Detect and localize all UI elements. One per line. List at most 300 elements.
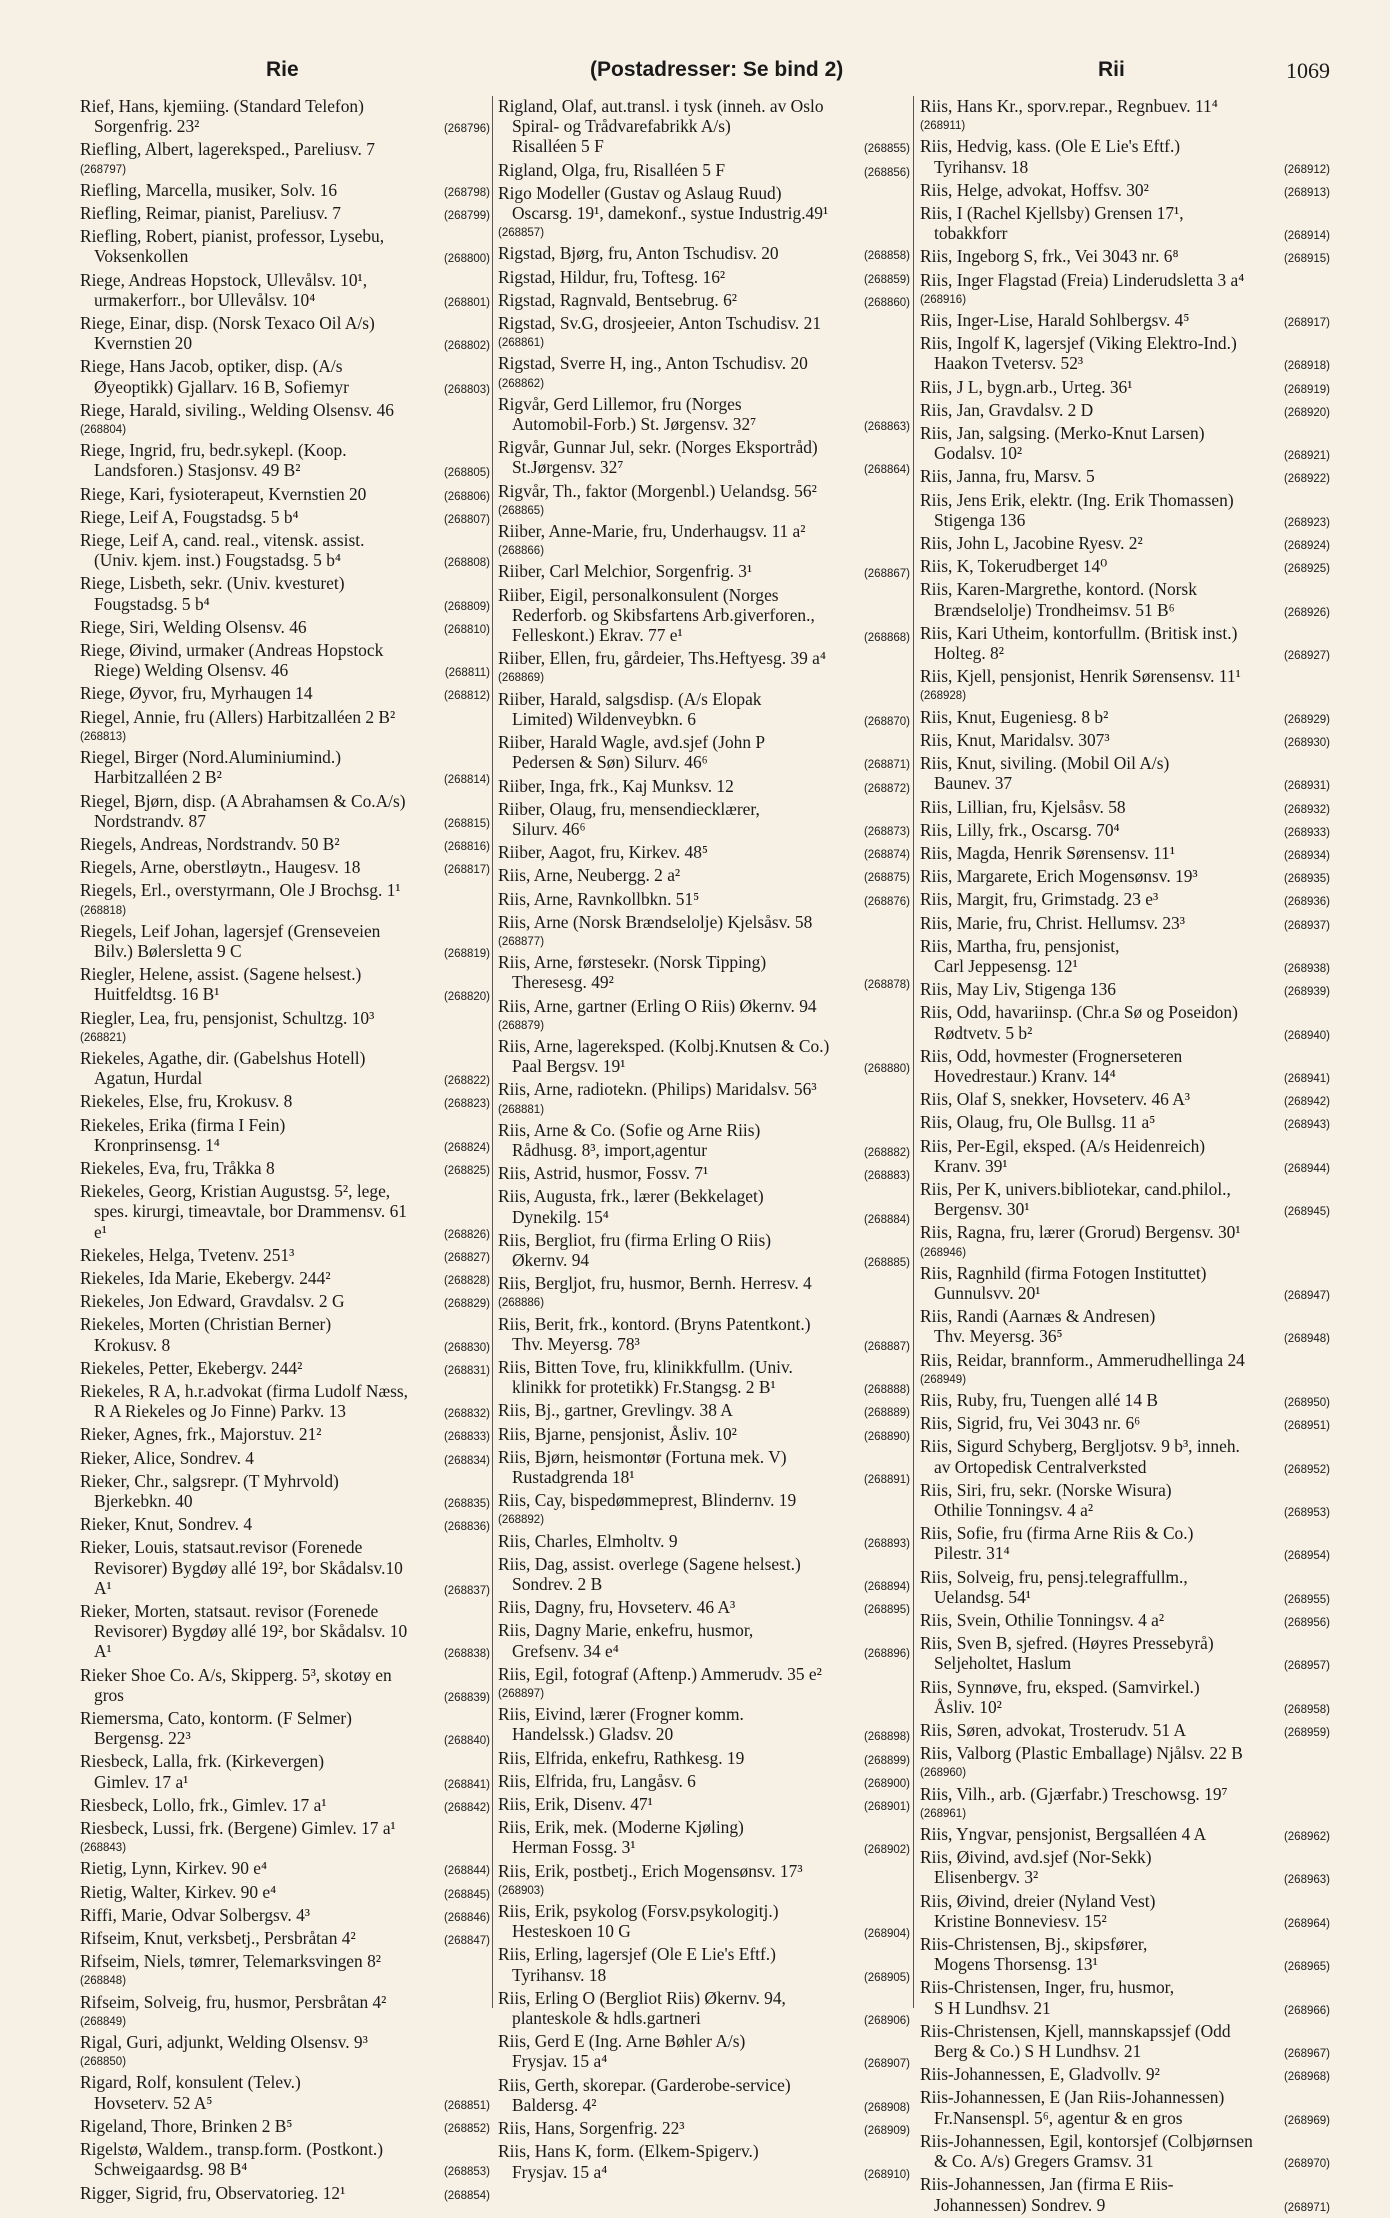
phone-number: (268861) xyxy=(498,337,545,350)
phone-number: (268857) xyxy=(498,227,545,240)
entry-line xyxy=(498,2095,910,2118)
entry-line xyxy=(498,1400,910,1423)
entry-line: Riis, Erik, postbetj., Erich Mogensønsv. 17³ xyxy=(498,1860,803,1881)
entry-line: Riegel, Annie, fru (Allers) Harbitzalléen 2 B² xyxy=(80,706,396,727)
entry-text: Gimlev. 17 a¹ xyxy=(94,1771,189,1792)
directory-entry xyxy=(80,880,490,920)
entry-line: Riis, Per-Egil, eksped. (A/s Heidenreich) xyxy=(920,1135,1206,1156)
phone-number: (268864) xyxy=(863,464,910,477)
directory-entry xyxy=(920,843,1330,866)
phone-number: (268927) xyxy=(1283,650,1330,663)
entry-text: Riekeles, Eva, fru, Tråkka 8 xyxy=(80,1157,275,1178)
entry-line: Riis-Christensen, Kjell, mannskapssjef (Odd xyxy=(920,2020,1231,2041)
entry-text: Rieker, Alice, Sondrev. 4 xyxy=(80,1447,254,1468)
directory-entry xyxy=(920,2064,1330,2087)
phone-number: (268862) xyxy=(498,377,545,390)
directory-entry xyxy=(498,952,910,995)
entry-text: Frysjav. 15 a⁴ xyxy=(512,2161,608,2182)
directory-entry xyxy=(80,1314,490,1357)
phone-number: (268891) xyxy=(863,1474,910,1486)
directory-entry xyxy=(920,1567,1330,1610)
directory-entry xyxy=(80,1665,490,1708)
entry-line xyxy=(80,594,490,617)
entry-line xyxy=(920,1720,1330,1743)
directory-entry xyxy=(80,1048,490,1091)
directory-entry xyxy=(80,707,490,747)
directory-entry xyxy=(80,1882,490,1905)
phone-number: (268887) xyxy=(863,1340,910,1353)
phone-number: (268892) xyxy=(498,1514,545,1527)
entry-line: Riis, Erling O (Bergliot Riis) Økernv. 94, xyxy=(498,1987,786,2008)
entry-line: Riis, Solveig, fru, pensj.telegraffullm., xyxy=(920,1566,1188,1587)
entry-text: Riis, Elfrida, fru, Langåsv. 6 xyxy=(498,1770,696,1791)
directory-entry xyxy=(498,1664,910,1704)
phone-number: (268920) xyxy=(1283,406,1330,419)
entry-line xyxy=(80,1448,490,1471)
directory-entry xyxy=(920,1677,1330,1720)
entry-line: Riesbeck, Lussi, frk. (Bergene) Gimlev. 17 a¹ xyxy=(80,1818,396,1839)
directory-entry xyxy=(920,1306,1330,1349)
directory-entry xyxy=(80,1708,490,1751)
entry-text: Landsforen.) Stasjonsv. 49 B² xyxy=(94,460,301,481)
entry-line xyxy=(498,136,910,159)
entry-line xyxy=(498,561,910,584)
entry-text: Brændselolje) Trondheimsv. 51 B⁶ xyxy=(934,599,1175,620)
directory-entry xyxy=(80,1537,490,1601)
entry-text: Risalléen 5 F xyxy=(512,136,604,157)
entry-line: Riis, Ragna, fru, lærer (Grorud) Bergensv. 30¹ xyxy=(920,1222,1241,1243)
entry-text: Baldersg. 4² xyxy=(512,2094,597,2115)
entry-line: Riis, Synnøve, fru, eksped. (Samvirkel.) xyxy=(920,1676,1200,1697)
directory-entry xyxy=(920,2131,1330,2174)
phone-number: (268907) xyxy=(863,2058,910,2071)
phone-number: (268947) xyxy=(1283,1289,1330,1302)
entry-line xyxy=(80,941,490,964)
directory-entry xyxy=(498,1357,910,1400)
entry-line: Riege, Hans Jacob, optiker, disp. (A/s xyxy=(80,356,343,377)
directory-entry xyxy=(80,617,490,640)
entry-text: Riis, Arne, Neubergg. 2 a² xyxy=(498,865,681,886)
entry-text: Gunnulsvv. 20¹ xyxy=(934,1282,1041,1303)
entry-text: Huitfeldtsg. 16 B¹ xyxy=(94,984,220,1005)
phone-number: (268841) xyxy=(443,1778,490,1791)
entry-line: spes. kirurgi, timeavtale, bor Drammensv. 61 xyxy=(94,1201,407,1222)
directory-entry xyxy=(920,889,1330,912)
entry-text: Riis, J L, bygn.arb., Urteg. 36¹ xyxy=(920,376,1133,397)
phone-number: (268840) xyxy=(443,1735,490,1748)
entry-text: Mogens Thorsensg. 13¹ xyxy=(934,1954,1098,1975)
phone-number: (268869) xyxy=(498,672,545,685)
entry-line xyxy=(920,1199,1330,1222)
entry-line: Riis, Per K, univers.bibliotekar, cand.philol., xyxy=(920,1178,1231,1199)
entry-line xyxy=(920,797,1330,820)
entry-line xyxy=(80,507,490,530)
entry-text: Uelandsg. 54¹ xyxy=(934,1586,1031,1607)
entry-line: Riiber, Harald, salgsdisp. (A/s Elopak xyxy=(498,688,762,709)
entry-line xyxy=(498,1597,910,1620)
phone-number: (268874) xyxy=(863,849,910,862)
phone-number: (268925) xyxy=(1283,563,1330,576)
directory-entry xyxy=(920,1222,1330,1262)
entry-text: Riis, Margarete, Erich Mogensønsv. 19³ xyxy=(920,866,1198,887)
entry-line: Riis, Erik, psykolog (Forsv.psykologitj.) xyxy=(498,1901,779,1922)
entry-line xyxy=(498,160,910,183)
entry-line: Rigvår, Gerd Lillemor, fru (Norges xyxy=(498,393,742,414)
entry-text: R A Riekeles og Jo Finne) Parkv. 13 xyxy=(94,1401,346,1422)
phone-number: (268938) xyxy=(1283,962,1330,975)
entry-text: (Univ. kjem. inst.) Fougstadsg. 5 b⁴ xyxy=(94,550,341,571)
directory-entry xyxy=(80,747,490,790)
directory-entry xyxy=(498,1163,910,1186)
entry-text: Riis, Dagny, fru, Hovseterv. 46 A³ xyxy=(498,1597,736,1618)
directory-entry xyxy=(920,2021,1330,2064)
entry-line xyxy=(920,466,1330,489)
entry-text: Pedersen & Søn) Silurv. 46⁶ xyxy=(512,752,708,773)
directory-entry xyxy=(920,246,1330,269)
directory-entry xyxy=(498,243,910,266)
entry-line: Rigelstø, Waldem., transp.form. (Postkont.) xyxy=(80,2139,384,2160)
entry-text: Stigenga 136 xyxy=(934,509,1026,530)
phone-number: (268937) xyxy=(1283,919,1330,932)
entry-line: Riefling, Albert, lagereksped., Pareliusv. 7 xyxy=(80,139,375,160)
entry-line xyxy=(498,1163,910,1186)
phone-number: (268964) xyxy=(1283,1917,1330,1930)
entry-text: Rieker, Agnes, frk., Majorstuv. 21² xyxy=(80,1424,322,1445)
directory-entry xyxy=(498,481,910,521)
entry-line xyxy=(80,333,490,356)
directory-entry xyxy=(498,160,910,183)
directory-entry xyxy=(920,490,1330,533)
phone-number: (268797) xyxy=(80,163,127,176)
directory-entry xyxy=(920,1720,1330,1743)
directory-entry xyxy=(920,1610,1330,1633)
entry-text: Riis, Bj., gartner, Grevlingv. 38 A xyxy=(498,1400,733,1421)
entry-text: Harbitzalléen 2 B² xyxy=(94,767,222,788)
entry-text: Riis, Lilly, frk., Oscarsg. 70⁴ xyxy=(920,819,1120,840)
entry-text: Riis, Olaug, fru, Ole Bullsg. 11 a⁵ xyxy=(920,1112,1156,1133)
entry-text: Riis, Helge, advokat, Hoffsv. 30² xyxy=(920,179,1149,200)
phone-number: (268818) xyxy=(80,904,127,917)
directory-entry xyxy=(80,1091,490,1114)
directory-entry xyxy=(80,1951,490,1991)
entry-text: Riis, Yngvar, pensjonist, Bergsalléen 4 A xyxy=(920,1824,1207,1845)
directory-entry xyxy=(498,1079,910,1119)
entry-line xyxy=(80,660,490,683)
phone-number: (268902) xyxy=(863,1844,910,1857)
phone-number: (268844) xyxy=(443,1865,490,1878)
entry-text: Rietig, Lynn, Kirkev. 90 e⁴ xyxy=(80,1858,268,1879)
entry-text: Riiber, Aagot, fru, Kirkev. 48⁵ xyxy=(498,842,708,863)
directory-entry xyxy=(498,1817,910,1860)
entry-line xyxy=(920,2108,1330,2131)
entry-line xyxy=(920,1824,1330,1847)
phone-number: (268893) xyxy=(863,1537,910,1550)
directory-entry xyxy=(80,2183,490,2206)
phone-number: (268807) xyxy=(443,513,490,526)
directory-entry xyxy=(920,466,1330,489)
phone-number: (268966) xyxy=(1283,2004,1330,2017)
entry-line: Riis-Johannessen, Jan (firma E Riis- xyxy=(920,2174,1174,2195)
entry-text: Riis, Ruby, fru, Tuengen allé 14 B xyxy=(920,1389,1158,1410)
entry-line: Riis, Odd, hovmester (Frognerseteren xyxy=(920,1045,1183,1066)
entry-line xyxy=(498,1771,910,1794)
directory-entry xyxy=(920,1350,1330,1390)
directory-entry xyxy=(80,1818,490,1858)
entry-text: Bilv.) Bølersletta 9 C xyxy=(94,940,242,961)
phone-number: (268855) xyxy=(863,143,910,156)
directory-entry xyxy=(498,183,910,244)
directory-entry xyxy=(80,484,490,507)
entry-line xyxy=(80,1335,490,1358)
entry-line xyxy=(80,1401,490,1424)
phone-number: (268852) xyxy=(443,2122,490,2135)
directory-entry xyxy=(498,585,910,649)
entry-line xyxy=(920,1653,1330,1676)
entry-text: urmakerforr., bor Ullevålsv. 10⁴ xyxy=(94,289,316,310)
phone-number: (268923) xyxy=(1283,516,1330,529)
phone-number: (268952) xyxy=(1283,1463,1330,1476)
directory-column-1 xyxy=(80,96,490,2203)
phone-number: (268906) xyxy=(863,2015,910,2028)
entry-line xyxy=(920,1023,1330,1046)
directory-entry xyxy=(80,1514,490,1537)
directory-entry xyxy=(80,1928,490,1951)
phone-number: (268960) xyxy=(920,1767,967,1780)
entry-line: Riekeles, Agathe, dir. (Gabelshus Hotell) xyxy=(80,1047,366,1068)
entry-text: Riis, Jan, Gravdalsv. 2 D xyxy=(920,399,1094,420)
entry-line xyxy=(498,1794,910,1817)
phone-number: (268908) xyxy=(863,2101,910,2114)
directory-entry xyxy=(920,270,1330,310)
entry-line xyxy=(920,223,1330,246)
directory-entry xyxy=(498,889,910,912)
phone-number: (268837) xyxy=(443,1584,490,1597)
phone-number: (268860) xyxy=(863,296,910,309)
entry-line xyxy=(920,600,1330,623)
phone-number: (268873) xyxy=(863,825,910,838)
entry-line: Riege, Andreas Hopstock, Ullevålsv. 10¹, xyxy=(80,269,368,290)
directory-entry xyxy=(920,797,1330,820)
phone-number: (268802) xyxy=(443,340,490,353)
directory-entry xyxy=(80,96,490,139)
entry-line: Riiber, Ellen, fru, gårdeier, Ths.Heftyesg. 39 a⁴ xyxy=(498,648,826,669)
entry-text: Riis, Hans, Sorgenfrig. 22³ xyxy=(498,2118,685,2139)
entry-line: Riis, Martha, fru, pensjonist, xyxy=(920,935,1120,956)
entry-line: Riis-Christensen, Inger, fru, husmor, xyxy=(920,1977,1175,1998)
entry-line: Riis, Øivind, dreier (Nyland Vest) xyxy=(920,1890,1156,1911)
entry-line xyxy=(80,377,490,400)
entry-line xyxy=(498,1724,910,1747)
directory-entry xyxy=(80,1905,490,1928)
entry-line xyxy=(80,2159,490,2182)
entry-text: Riege, Leif A, Fougstadsg. 5 b⁴ xyxy=(80,506,299,527)
directory-entry xyxy=(80,2139,490,2182)
entry-line xyxy=(80,1091,490,1114)
entry-text: Rødtvetv. 5 b² xyxy=(934,1022,1033,1043)
phone-number: (268916) xyxy=(920,293,967,306)
entry-line: Revisorer) Bygdøy allé 19², bor Skådalsv.10 xyxy=(94,1557,403,1578)
entry-line xyxy=(920,1457,1330,1480)
entry-line xyxy=(920,913,1330,936)
entry-line xyxy=(80,811,490,834)
entry-line: Riis, Arne & Co. (Sofie og Arne Riis) xyxy=(498,1119,761,1140)
entry-line: Riis, Hedvig, kass. (Ole E Lie's Eftf.) xyxy=(920,136,1181,157)
entry-text: Rigland, Olga, fru, Risalléen 5 F xyxy=(498,159,726,180)
entry-text: Riis, Lillian, fru, Kjelsåsv. 58 xyxy=(920,796,1126,817)
entry-line xyxy=(80,1858,490,1881)
phone-number: (268944) xyxy=(1283,1162,1330,1175)
entry-line: Riis, Erling, lagersjef (Ole E Lie's Eftf.) xyxy=(498,1944,776,1965)
phone-number: (268917) xyxy=(1283,317,1330,330)
phone-number: (268969) xyxy=(1283,2114,1330,2127)
phone-number: (268968) xyxy=(1283,2071,1330,2084)
entry-text: Theresesg. 49² xyxy=(512,972,614,993)
entry-line: Rigvår, Gunnar Jul, sekr. (Norges Eksportråd) xyxy=(498,437,818,458)
entry-line xyxy=(80,1424,490,1447)
entry-line: Riis, Egil, fotograf (Aftenp.) Ammerudv. 35 e² xyxy=(498,1663,822,1684)
phone-number: (268940) xyxy=(1283,1029,1330,1042)
directory-entry xyxy=(920,310,1330,333)
directory-entry xyxy=(920,2174,1330,2217)
entry-text: Sorgenfrig. 23² xyxy=(94,116,200,137)
entry-text: Automobil-Forb.) St. Jørgensv. 32⁷ xyxy=(512,414,757,435)
entry-text: Riege) Welding Olsensv. 46 xyxy=(94,660,289,681)
entry-line xyxy=(80,1291,490,1314)
phone-number: (268805) xyxy=(443,467,490,480)
entry-line xyxy=(498,1056,910,1079)
entry-text: tobakkforr xyxy=(934,223,1008,244)
phone-number: (268965) xyxy=(1283,1961,1330,1974)
entry-line xyxy=(498,1748,910,1771)
directory-entry xyxy=(920,1112,1330,1135)
directory-entry xyxy=(920,913,1330,936)
entry-text: Riiber, Carl Melchior, Sorgenfrig. 3¹ xyxy=(498,561,753,582)
entry-line xyxy=(498,972,910,995)
entry-text: Pilestr. 31⁴ xyxy=(934,1543,1010,1564)
entry-line xyxy=(498,1574,910,1597)
entry-line: Riis, Berit, frk., kontord. (Bryns Patentkont.) xyxy=(498,1313,811,1334)
entry-text: Riis, Bjarne, pensjonist, Åsliv. 10² xyxy=(498,1423,737,1444)
entry-line xyxy=(498,709,910,732)
directory-entry xyxy=(80,1115,490,1158)
phone-number: (268799) xyxy=(443,210,490,223)
phone-number: (268910) xyxy=(863,2168,910,2181)
entry-line xyxy=(80,1491,490,1514)
directory-entry xyxy=(80,640,490,683)
entry-line xyxy=(80,2183,490,2206)
entry-text: Riis, Charles, Elmholtv. 9 xyxy=(498,1530,678,1551)
phone-number: (268955) xyxy=(1283,1593,1330,1606)
directory-entry xyxy=(80,180,490,203)
phone-number: (268919) xyxy=(1283,383,1330,396)
phone-number: (268911) xyxy=(920,120,966,133)
directory-entry xyxy=(498,1944,910,1987)
directory-entry xyxy=(498,1447,910,1490)
directory-entry xyxy=(920,1390,1330,1413)
page-header xyxy=(80,58,1330,88)
phone-number: (268942) xyxy=(1283,1096,1330,1109)
entry-line xyxy=(920,1867,1330,1890)
directory-entry xyxy=(80,356,490,399)
entry-line xyxy=(920,1543,1330,1566)
phone-number: (268809) xyxy=(443,600,490,613)
entry-text: Voksenkollen xyxy=(94,246,189,267)
directory-entry xyxy=(498,1704,910,1747)
entry-line: Riege, Lisbeth, sekr. (Univ. kvesturet) xyxy=(80,573,345,594)
entry-line: Riege, Leif A, cand. real., vitensk. assist. xyxy=(80,530,365,551)
directory-entry xyxy=(80,1858,490,1881)
phone-number: (268813) xyxy=(80,730,127,743)
directory-entry xyxy=(920,1002,1330,1045)
entry-text: Riis, Olaf S, snekker, Hovseterv. 46 A³ xyxy=(920,1089,1191,1110)
entry-line: Riis, Eivind, lærer (Frogner komm. xyxy=(498,1704,744,1725)
entry-line xyxy=(80,246,490,269)
entry-line: Riege, Harald, siviling., Welding Olsensv. 46 xyxy=(80,399,395,420)
phone-number: (268796) xyxy=(443,123,490,136)
directory-entry xyxy=(498,313,910,353)
directory-entry xyxy=(498,290,910,313)
directory-entry xyxy=(80,1992,490,2032)
entry-line xyxy=(920,956,1330,979)
phone-number: (268929) xyxy=(1283,713,1330,726)
entry-line xyxy=(920,643,1330,666)
phone-number: (268814) xyxy=(443,774,490,787)
entry-line xyxy=(920,510,1330,533)
entry-line xyxy=(920,310,1330,333)
directory-entry xyxy=(498,267,910,290)
entry-line xyxy=(920,773,1330,796)
phone-number: (268913) xyxy=(1283,186,1330,199)
entry-line xyxy=(498,776,910,799)
phone-number: (268899) xyxy=(863,1754,910,1767)
directory-entry xyxy=(80,1158,490,1181)
directory-entry xyxy=(80,834,490,857)
phone-number: (268932) xyxy=(1283,803,1330,816)
directory-entry xyxy=(498,648,910,688)
entry-line xyxy=(80,1068,490,1091)
phone-number: (268816) xyxy=(443,840,490,853)
entry-text: Riis, Astrid, husmor, Fossv. 7¹ xyxy=(498,1163,709,1184)
directory-entry xyxy=(80,400,490,440)
entry-line xyxy=(920,843,1330,866)
directory-entry xyxy=(920,1934,1330,1977)
entry-line xyxy=(920,2195,1330,2218)
entry-text: Felleskont.) Ekrav. 77 e¹ xyxy=(512,625,683,646)
phone-number: (268912) xyxy=(1283,163,1330,176)
entry-text: Riegels, Arne, oberstløytn., Haugesv. 18 xyxy=(80,857,361,878)
phone-number: (268824) xyxy=(443,1141,490,1154)
entry-line xyxy=(80,1578,490,1601)
directory-entry xyxy=(80,921,490,964)
phone-number: (268875) xyxy=(863,872,910,885)
entry-line: Riefling, Robert, pianist, professor, Lysebu, xyxy=(80,226,385,247)
entry-line xyxy=(80,1268,490,1291)
directory-entry xyxy=(80,1795,490,1818)
entry-line: Rigvår, Th., faktor (Morgenbl.) Uelandsg. 56² xyxy=(498,480,817,501)
entry-text: Hesteskoen 10 G xyxy=(512,1921,631,1942)
entry-line xyxy=(80,203,490,226)
directory-entry xyxy=(498,912,910,952)
entry-text: Riffi, Marie, Odvar Solbergsv. 4³ xyxy=(80,1904,310,1925)
directory-entry xyxy=(498,2075,910,2118)
directory-entry xyxy=(920,203,1330,246)
entry-line xyxy=(80,683,490,706)
directory-entry xyxy=(920,333,1330,376)
entry-line: Riis, Jan, salgsing. (Merko-Knut Larsen) xyxy=(920,423,1205,444)
phone-number: (268941) xyxy=(1283,1072,1330,1085)
entry-line xyxy=(920,353,1330,376)
phone-number: (268831) xyxy=(443,1364,490,1377)
